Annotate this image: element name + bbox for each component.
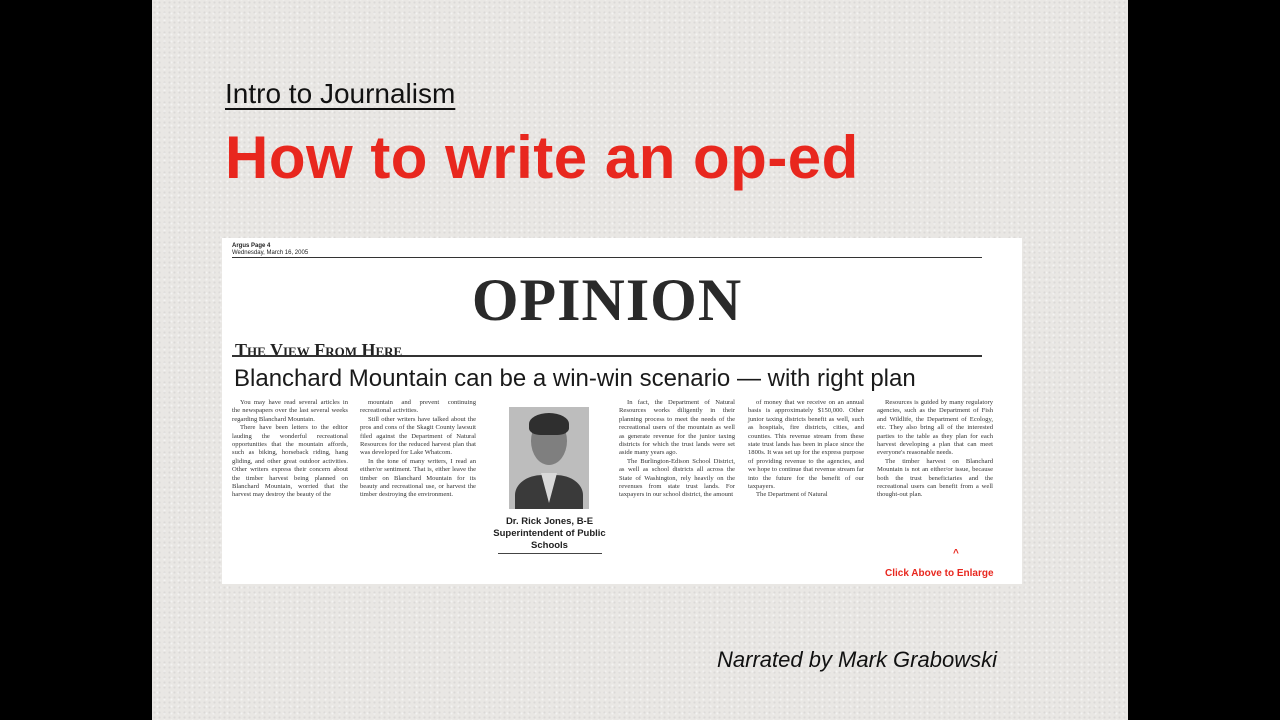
slide (152, 0, 1128, 720)
article-column (232, 399, 348, 500)
narrator-credit: Narrated by Mark Grabowski (717, 647, 997, 672)
divider (232, 257, 982, 258)
article-column (619, 399, 735, 500)
masthead (232, 243, 308, 257)
column-kicker: The View From Here (235, 340, 403, 360)
author-photo (509, 407, 589, 509)
newspaper-clipping[interactable] (222, 238, 1022, 584)
slide-title: How to write an op-ed (225, 124, 859, 191)
paragraph: The timber harvest on Blanchard Mountain is not an either/or issue, because both the trust beneficiaries and the recreational users can benefit from a well thought-out plan. (877, 457, 993, 499)
issue-date: Wednesday, March 16, 2005 (232, 250, 309, 256)
paragraph: In the tone of many writers, I read an either/or sentiment. That is, either leave the timber on Blanchard Mountain for its beauty and recreational use, or harvest the timber destroying the environment. (360, 457, 476, 499)
paragraph: The Department of Natural (756, 491, 828, 499)
caret-up-icon: ^ (953, 548, 959, 559)
paragraph: Still other writers have talked about the pros and cons of the Skagit County lawsuit filed against the Department of Natural Resources for the reduced harvest plan that was developed for Lake Whatcom. (360, 415, 476, 457)
paragraph: The Burlington-Edison School District, as well as school districts all across the State of Washington, rely heavily on the revenues from state trust lands. For taxpayers in our school district, the amount (619, 457, 735, 499)
page-label: Argus Page 4 (232, 243, 271, 249)
caption-name: Dr. Rick Jones, B-E (505, 516, 594, 527)
course-title: Intro to Journalism (225, 78, 456, 109)
paragraph: of money that we receive on an annual basis is approximately $150,000. Other junior taxing districts benefit as well, such as hospitals, fire districts, cities, and counties. This revenue stream from these state trust lands has been in place since the 1800s. It was set up for the express purpose of providing revenue to the agencies, and we hope to continue that revenue stream far into the future for the benefit of our taxpayers. (748, 399, 864, 491)
section-title: OPINION (471, 267, 743, 333)
paragraph: mountain and prevent continuing recreational activities. (360, 399, 476, 415)
article-column (877, 399, 993, 500)
divider (232, 355, 982, 357)
caption-title: Superintendent of Public Schools (493, 528, 606, 551)
paragraph: There have been letters to the editor lauding the wonderful recreational opportunities that the mountain affords, such as biking, horseback riding, hang gliding, and other great outdoor activities. Other writers express their concern about the timber harvest being planned on Blanchard Mountain, worried that the harvest may destroy the beauty of the (232, 424, 348, 499)
paragraph: Resources is guided by many regulatory agencies, such as the Department of Fish and Wildlife, the Department of Ecology, etc. They also bring all of the interested parties to the table as they plan for each harvest developing a plan that can meet everyone's reasonable needs. (877, 399, 993, 457)
article-column (748, 399, 864, 500)
paragraph: In fact, the Department of Natural Resources works diligently in their planning process to meet the needs of the recreational users of the mountain as well as generate revenue for the junior taxing districts for which the trust lands were set aside many years ago. (619, 399, 735, 457)
story-headline: Blanchard Mountain can be a win-win scenario — with right plan (234, 365, 916, 392)
divider (498, 553, 602, 554)
paragraph: You may have read several articles in the newspapers over the last several weeks regarding Blanchard Mountain. (232, 399, 348, 423)
article-column (360, 399, 476, 500)
photo-caption (492, 516, 607, 552)
enlarge-link[interactable]: Click Above to Enlarge (885, 568, 994, 579)
